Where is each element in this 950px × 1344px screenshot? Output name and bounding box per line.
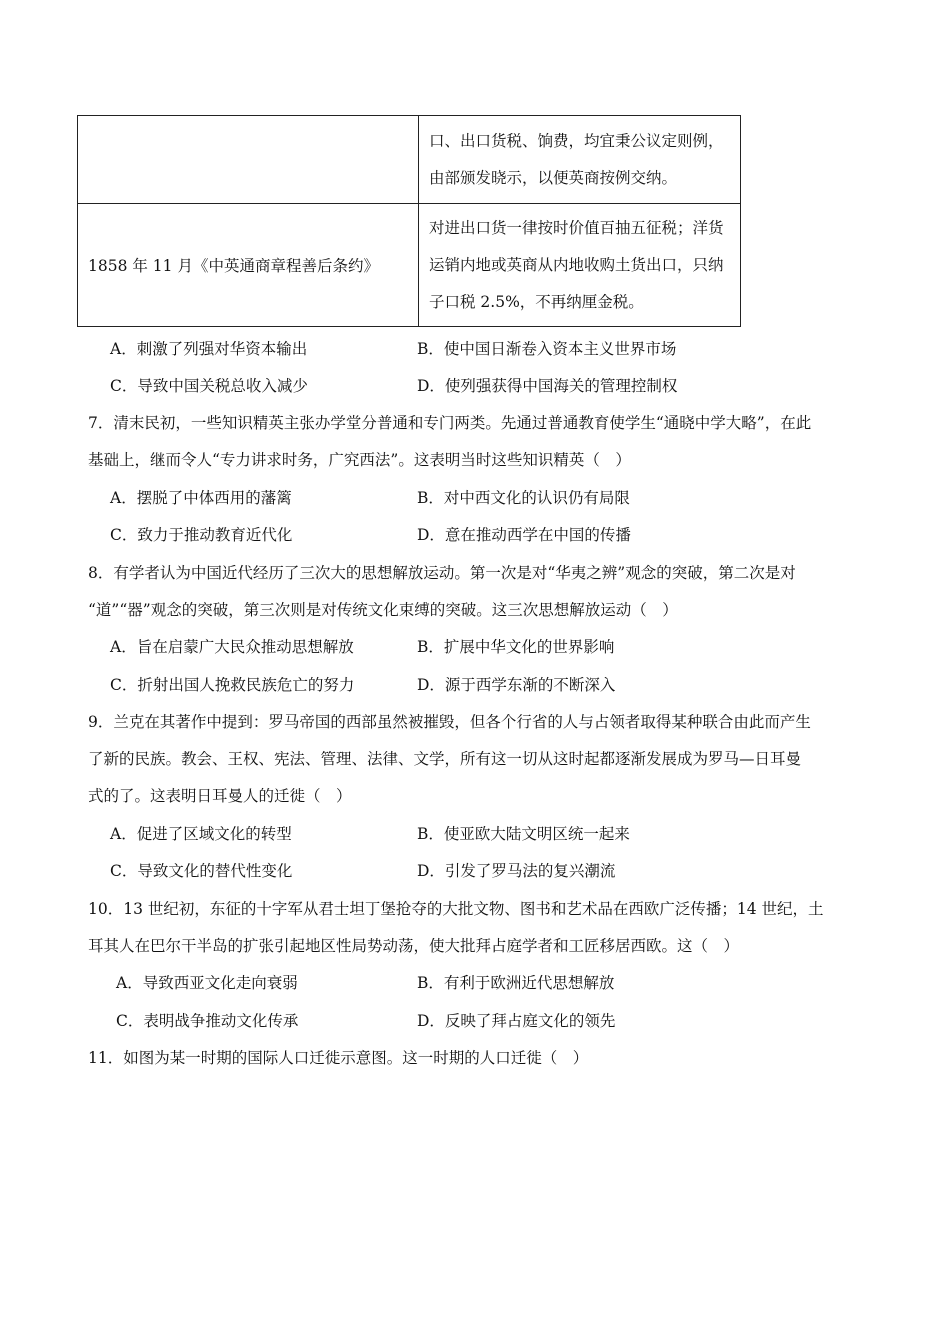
table-cell-content xyxy=(419,204,741,327)
q6-option-a[interactable]: A．刺激了列强对华资本输出 xyxy=(110,340,308,358)
table-row xyxy=(78,204,741,327)
q7-stem-line: 基础上，继而令人“专力讲求时务，广究西法”。这表明当时这些知识精英（ ） xyxy=(88,451,631,469)
table-cell-line: 运销内地或英商从内地收购土货出口，只纳 xyxy=(429,255,724,274)
q9-option-c[interactable]: C．导致文化的替代性变化 xyxy=(110,862,293,880)
q8-option-a[interactable]: A．旨在启蒙广大民众推动思想解放 xyxy=(110,638,354,656)
table-cell-content xyxy=(419,116,741,204)
table-cell-line: 对进出口货一律按时价值百抽五征税；洋货 xyxy=(429,218,724,237)
table-cell-treaty xyxy=(78,116,419,204)
q10-option-c[interactable]: C．表明战争推动文化传承 xyxy=(116,1012,299,1030)
table-cell-treaty: 1858 年 11 月《中英通商章程善后条约》 xyxy=(78,204,419,327)
q7-option-c[interactable]: C．致力于推动教育近代化 xyxy=(110,526,293,544)
q9-option-d[interactable]: D．引发了罗马法的复兴潮流 xyxy=(417,862,616,880)
q9-option-b[interactable]: B．使亚欧大陆文明区统一起来 xyxy=(417,825,630,843)
q11-stem-line: 11．如图为某一时期的国际人口迁徙示意图。这一时期的人口迁徙（ ） xyxy=(88,1049,589,1067)
table-row xyxy=(78,116,741,204)
table-cell-line: 口、出口货税、饷费，均宜秉公议定则例， xyxy=(429,131,724,150)
q7-option-d[interactable]: D．意在推动西学在中国的传播 xyxy=(417,526,631,544)
q8-stem-line: “道”“器”观念的突破，第三次则是对传统文化束缚的突破。这三次思想解放运动（ ） xyxy=(88,601,678,619)
q10-option-d[interactable]: D．反映了拜占庭文化的领先 xyxy=(417,1012,616,1030)
tariff-table xyxy=(77,115,741,327)
q7-stem-line: 7．清末民初，一些知识精英主张办学堂分普通和专门两类。先通过普通教育使学生“通晓中学大略”，在此 xyxy=(88,414,812,432)
q8-option-c[interactable]: C．折射出国人挽救民族危亡的努力 xyxy=(110,676,355,694)
q8-option-b[interactable]: B．扩展中华文化的世界影响 xyxy=(417,638,615,656)
table-cell-line: 子口税 2.5%，不再纳厘金税。 xyxy=(429,292,644,311)
q7-option-b[interactable]: B．对中西文化的认识仍有局限 xyxy=(417,489,630,507)
q10-stem-line: 10．13 世纪初，东征的十字军从君士坦丁堡抢夺的大批文物、图书和艺术品在西欧广泛传播；14 世纪，土 xyxy=(88,900,824,918)
q8-option-d[interactable]: D．源于西学东渐的不断深入 xyxy=(417,676,616,694)
q6-option-d[interactable]: D．使列强获得中国海关的管理控制权 xyxy=(417,377,678,395)
q6-option-b[interactable]: B．使中国日渐卷入资本主义世界市场 xyxy=(417,340,677,358)
q10-option-a[interactable]: A．导致西亚文化走向衰弱 xyxy=(116,974,298,992)
table-cell-line: 由部颁发晓示，以便英商按例交纳。 xyxy=(429,168,678,187)
q9-stem-line: 式的了。这表明日耳曼人的迁徙（ ） xyxy=(88,787,352,805)
q10-option-b[interactable]: B．有利于欧洲近代思想解放 xyxy=(417,974,615,992)
q9-option-a[interactable]: A．促进了区域文化的转型 xyxy=(110,825,292,843)
q9-stem-line: 9．兰克在其著作中提到：罗马帝国的西部虽然被摧毁，但各个行省的人与占领者取得某种联合由此而产生 xyxy=(88,713,811,731)
q10-stem-line: 耳其人在巴尔干半岛的扩张引起地区性局势动荡，使大批拜占庭学者和工匠移居西欧。这（ ） xyxy=(88,937,740,955)
q6-option-c[interactable]: C．导致中国关税总收入减少 xyxy=(110,377,308,395)
q8-stem-line: 8．有学者认为中国近代经历了三次大的思想解放运动。第一次是对“华夷之辨”观念的突破，第二次是对 xyxy=(88,564,796,582)
q7-option-a[interactable]: A．摆脱了中体西用的藩篱 xyxy=(110,489,292,507)
q9-stem-line: 了新的民族。教会、王权、宪法、管理、法律、文学，所有这一切从这时起都逐渐发展成为罗马—日耳曼 xyxy=(88,750,802,768)
